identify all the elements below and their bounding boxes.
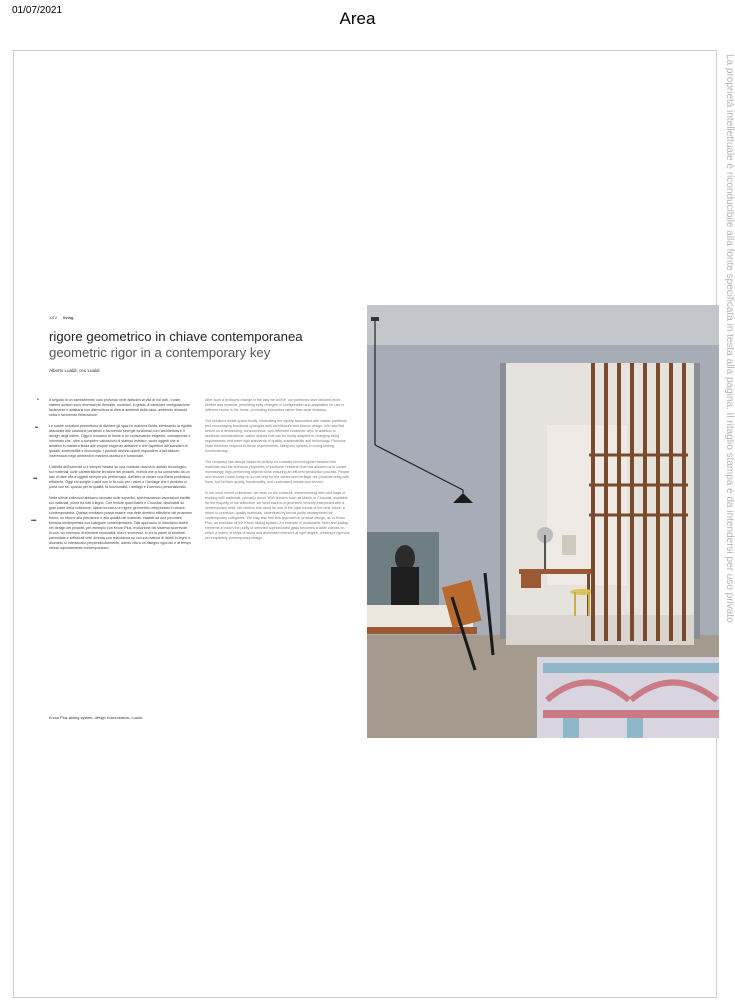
english-paragraph: Our solutions divide space fluidly, eliminating the rigidity associated with classic partitions and encouraging functional synergies with architecture and interior design. We now find before us a demanding, conscientious, well-informed consumer who, in addition to aesthetic considerations, wants objects that can be fluidly adapted to changing living requirements and meet high standards of quality, sustainability and technology. Products must therefore respond to these requirements, fitting into spaces in a long-lasting, functional way. <box>205 419 347 453</box>
paragraph-bullet-1: • <box>37 397 39 403</box>
page-title: Area <box>339 9 376 28</box>
italian-paragraph: Nelle ultime collezioni abbiamo lavorato sulle superfici, sperimentando lavorazioni inedite sui materiali, primo fra tutti il legno. Con finiture quali Matrix e Chocolat, declinabili su gran parte della collezione, siamo tornati a un rigore geometrico interpretato in chiave contemporanea. Questa crediamo possa essere una delle direttrici stilistiche del prossimo futuro, un ritorno alla precisione e alla qualità dei materiali, esaltati da una peculiare formula reinterpretata con categorie contemporanee. Tale approccio lo ritroviamo anche nel design dei prodotti, per esempio con Kroon Plus, evoluzione del sistema scorrevole Kroon. Un esempio di elementi modulabili, fissi e scorrevoli, in cui la pareti di strutture pannellate e sofisticati vetri diventa una tela bianca su cui una matrice di listelli in legno e alluminio si intersecano perpendicolarmente, dando vita a un disegno rigoroso e al tempo stesso squisitamente contemporaneo. <box>49 496 192 550</box>
section-number: XXV <box>49 315 58 320</box>
article-author: Alberto Lualdi, ceo Lualdi <box>49 368 100 373</box>
desk <box>519 569 591 574</box>
headline-english: geometric rigor in a contemporary key <box>49 345 271 360</box>
photo-caption: Kroon Plus sliding system, design Kokorobahou, Lualdi. <box>49 716 143 720</box>
english-paragraph: The company has always based its activity on constant technological research into materials and the technical properties of products: research that has allowed us to create increasingly high-performing objects while ensuring an efficient production process. People who choose Lualdi today do so not only for the values and heritage our products bring with them, but for their quality, functionality, and customised details and service. <box>205 460 350 484</box>
interior-photo <box>367 305 719 738</box>
copyright-watermark: La proprietà intellettuale è riconducibile alla fonte specificata in testa alla pagina. Il ritaglio stampa è da intendersi per uso privato <box>724 54 735 623</box>
section-name: living <box>63 315 74 320</box>
italian-paragraph: L'attività dell'azienda si è sempre basata su una costante ricerca in ambito tecnologico, sui materiali, sulle caratteristiche tecniche dei prodotti, ricerca che ci ha consentito da un lato di dare vita a oggetti sempre più performanti, dall'altro di creare una filiera produttiva efficiente. Oggi chi sceglie Lualdi non lo fa solo per i valori e l'heritage che il prodotto si porta con sé, quanto per la qualità, la funzionalità, i dettagli e il servizio personalizzato. <box>49 465 190 489</box>
headline-italian: rigore geometrico in chiave contemporanea <box>49 329 303 344</box>
english-text-column <box>205 398 351 547</box>
italian-paragraph: A seguito di un cambiamento così profondo nelle abitudini di vita di noi tutti, i nostri sistemi divisori sono diventati più flessibili, modulari, in grado di cambiare configurazione facilmente e adattarsi con disinvoltura ai diversi ambienti della casa, ambendo dinamici netta e favorendo l'interazione. <box>49 398 190 417</box>
ceiling <box>367 305 719 345</box>
english-paragraph: After such a profound change in the way we all live, our partitions have become more flexible and modular, permitting easy changes of configuration and adaptation for use in different rooms in the home, promoting interaction rather than clear divisions. <box>205 398 345 412</box>
section-label <box>49 315 73 320</box>
clipping-date: 01/07/2021 <box>12 5 63 16</box>
italian-text-column <box>49 398 192 557</box>
paragraph-bullet-3: ••• <box>33 476 37 482</box>
paragraph-bullet-4: •••• <box>31 518 37 524</box>
stool <box>570 589 594 595</box>
english-paragraph: In our most recent collections, we work on the surfaces, experimenting with new ways of working with materials, primarily wood. With finishes such as Matrix or Chocolat, available for the majority of the collection, we went back to a geometric severity interpreted with a contemporary twist. We believe this could be one of the style trends of the near future: a return to precision, quality materials, underlined by formal purity reinterpreted for contemporary categories. We may also find this approach in product design, as in Kroon Plus, an evolution of the Kroon sliding system. An example of modulable, fixed and sliding elements in which the purity of selected sophisticated glass becomes a white canvas on which a matrix of strips of wood and aluminium intersect at right angles, creating a rigorous yet exquisitely contemporary design. <box>205 491 350 540</box>
italian-paragraph: Le nostre soluzioni permettono di dividere gli spazi in maniera fluida, eliminando la rigidità associata alle classiche partizioni e favorendo sinergie funzionali con l'architettura e il design degli interni. Oggi ci troviamo di fronte a un consumatore esigente, consapevole e informato che, oltre a compiere valutazioni di stampo estetico, vuole oggetti che si adattino in maniera fluida alle proprie esigenze abitative e che rispettino alti standard di qualità, sostenibilità e tecnologia. I prodotti devono quindi rispondere a tali istanze, inserendosi negli ambienti in maniera duratura e funzionale. <box>49 424 192 458</box>
paragraph-bullet-2: •• <box>35 425 38 431</box>
